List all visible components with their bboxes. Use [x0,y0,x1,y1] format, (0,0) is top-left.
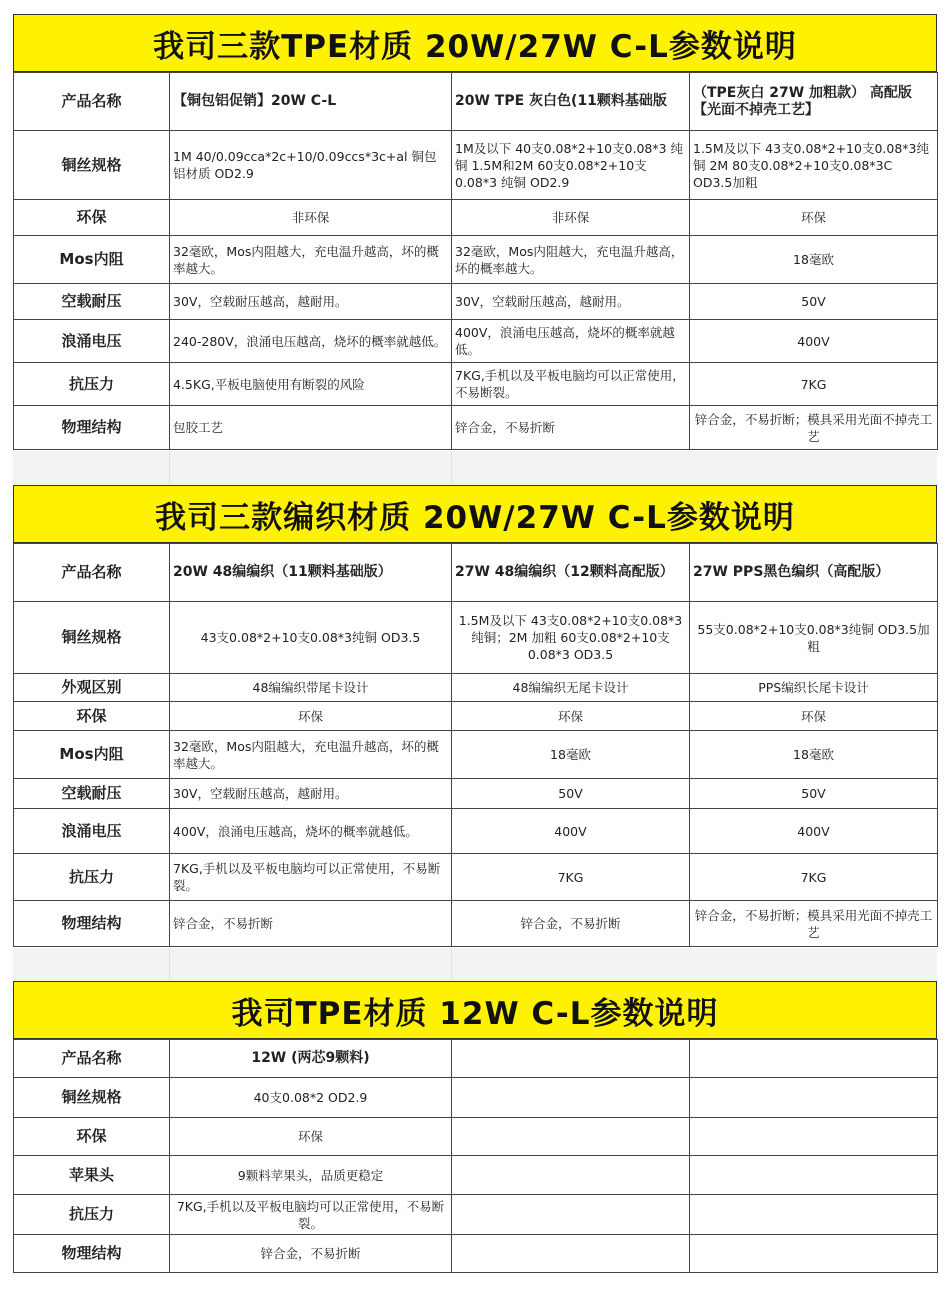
spec-table [13,543,938,947]
cell [452,1235,690,1273]
cell: 1M及以下 40支0.08*2+10支0.08*3 纯铜 1.5M和2M 60支0.08*2+10支0.08*3 纯铜 OD2.9 [452,131,690,200]
row-label: 物理结构 [14,406,170,450]
row-label: 铜丝规格 [14,602,170,674]
table-row [14,1040,938,1078]
cell: 环保 [690,200,938,236]
cell: 环保 [170,1118,452,1156]
cell: 20W 48编编织（11颗料基础版） [170,544,452,602]
cell: 环保 [690,702,938,731]
cell: 30V，空载耐压越高，越耐用。 [170,284,452,320]
cell: 7KG [452,854,690,901]
row-label: 环保 [14,200,170,236]
cell: 7KG,手机以及平板电脑均可以正常使用，不易断裂。 [452,363,690,406]
cell: 1.5M及以下 43支0.08*2+10支0.08*3纯铜；2M 加粗 60支0.08*2+10支0.08*3 OD3.5 [452,602,690,674]
row-label: 抗压力 [14,854,170,901]
cell: 50V [690,779,938,809]
cell: 7KG [690,854,938,901]
cell [690,1156,938,1195]
cell: 27W 48编编织（12颗料高配版） [452,544,690,602]
cell: 400V，浪涌电压越高，烧坏的概率就越低。 [452,320,690,363]
cell: 32毫欧，Mos内阻越大，充电温升越高，坏的概率越大。 [452,236,690,284]
cell: 400V [690,320,938,363]
row-label: 浪涌电压 [14,320,170,363]
cell: 锌合金，不易折断 [170,901,452,947]
row-label: 物理结构 [14,901,170,947]
spacer-row [13,451,937,485]
row-label: 抗压力 [14,363,170,406]
cell: （TPE灰白 27W 加粗款） 高配版 【光面不掉壳工艺】 [690,73,938,131]
cell: 400V，浪涌电压越高，烧坏的概率就越低。 [170,809,452,854]
section-title: 我司三款编织材质 20W/27W C-L参数说明 [13,485,937,543]
cell: 43支0.08*2+10支0.08*3纯铜 OD3.5 [170,602,452,674]
cell [690,1118,938,1156]
row-label: Mos内阻 [14,731,170,779]
cell: 9颗料苹果头，品质更稳定 [170,1156,452,1195]
row-label: 外观区别 [14,674,170,702]
table-row [14,1078,938,1118]
table-row [14,284,938,320]
cell: 非环保 [452,200,690,236]
cell [452,1118,690,1156]
table-row [14,702,938,731]
section-tpe-12w [13,981,937,1273]
spacer-row [13,948,937,981]
row-label: 产品名称 [14,1040,170,1078]
table-row [14,1118,938,1156]
table-row [14,1156,938,1195]
cell [452,1040,690,1078]
section-braided-20w-27w [13,485,937,947]
table-row [14,320,938,363]
cell: 锌合金，不易折断 [170,1235,452,1273]
cell [452,1195,690,1235]
row-label: 空载耐压 [14,284,170,320]
cell: 400V [452,809,690,854]
cell: PPS编织长尾卡设计 [690,674,938,702]
spec-table [13,1039,938,1273]
row-label: 铜丝规格 [14,1078,170,1118]
table-row [14,363,938,406]
cell: 7KG,手机以及平板电脑均可以正常使用，不易断裂。 [170,1195,452,1235]
cell: 7KG [690,363,938,406]
cell [452,1156,690,1195]
cell [690,1195,938,1235]
row-label: 产品名称 [14,544,170,602]
cell: 7KG,手机以及平板电脑均可以正常使用，不易断裂。 [170,854,452,901]
row-label: 物理结构 [14,1235,170,1273]
row-label: 铜丝规格 [14,131,170,200]
cell [690,1078,938,1118]
row-label: 空载耐压 [14,779,170,809]
cell: 55支0.08*2+10支0.08*3纯铜 OD3.5加粗 [690,602,938,674]
cell: 40支0.08*2 OD2.9 [170,1078,452,1118]
table-row [14,779,938,809]
cell: 1M 40/0.09cca*2c+10/0.09ccs*3c+al 铜包铝材质 OD2.9 [170,131,452,200]
cell: 50V [690,284,938,320]
cell: 48编编织带尾卡设计 [170,674,452,702]
row-label: 苹果头 [14,1156,170,1195]
cell: 包胶工艺 [170,406,452,450]
table-row [14,406,938,450]
cell: 30V，空载耐压越高，越耐用。 [170,779,452,809]
spec-table [13,72,938,450]
row-label: 浪涌电压 [14,809,170,854]
table-row [14,544,938,602]
table-row [14,854,938,901]
cell: 4.5KG,平板电脑使用有断裂的风险 [170,363,452,406]
cell: 1.5M及以下 43支0.08*2+10支0.08*3纯铜 2M 80支0.08*2+10支0.08*3C OD3.5加粗 [690,131,938,200]
row-label: 产品名称 [14,73,170,131]
table-row [14,73,938,131]
cell: 【铜包铝促销】20W C-L [170,73,452,131]
cell: 20W TPE 灰白色(11颗料基础版 [452,73,690,131]
cell: 18毫欧 [452,731,690,779]
table-row [14,1235,938,1273]
table-row [14,901,938,947]
cell: 50V [452,779,690,809]
cell: 18毫欧 [690,731,938,779]
cell: 锌合金，不易折断 [452,406,690,450]
table-row [14,731,938,779]
section-title: 我司三款TPE材质 20W/27W C-L参数说明 [13,14,937,72]
table-row [14,131,938,200]
section-title: 我司TPE材质 12W C-L参数说明 [13,981,937,1039]
row-label: 环保 [14,702,170,731]
cell: 32毫欧，Mos内阻越大，充电温升越高，坏的概率越大。 [170,731,452,779]
cell: 锌合金，不易折断 [452,901,690,947]
cell: 18毫欧 [690,236,938,284]
table-row [14,602,938,674]
table-row [14,236,938,284]
table-row [14,809,938,854]
cell [690,1235,938,1273]
table-row [14,674,938,702]
cell: 240-280V，浪涌电压越高，烧坏的概率就越低。 [170,320,452,363]
cell [452,1078,690,1118]
cell: 400V [690,809,938,854]
cell: 锌合金，不易折断；模具采用光面不掉壳工艺 [690,901,938,947]
cell: 12W (两芯9颗料) [170,1040,452,1078]
cell: 30V，空载耐压越高，越耐用。 [452,284,690,320]
section-tpe-20w-27w [13,14,937,450]
cell: 非环保 [170,200,452,236]
table-row [14,1195,938,1235]
cell: 锌合金，不易折断；模具采用光面不掉壳工艺 [690,406,938,450]
cell [690,1040,938,1078]
cell: 32毫欧，Mos内阻越大，充电温升越高，坏的概率越大。 [170,236,452,284]
row-label: Mos内阻 [14,236,170,284]
table-row [14,200,938,236]
cell: 27W PPS黑色编织（高配版） [690,544,938,602]
cell: 环保 [452,702,690,731]
cell: 48编编织无尾卡设计 [452,674,690,702]
row-label: 抗压力 [14,1195,170,1235]
row-label: 环保 [14,1118,170,1156]
cell: 环保 [170,702,452,731]
